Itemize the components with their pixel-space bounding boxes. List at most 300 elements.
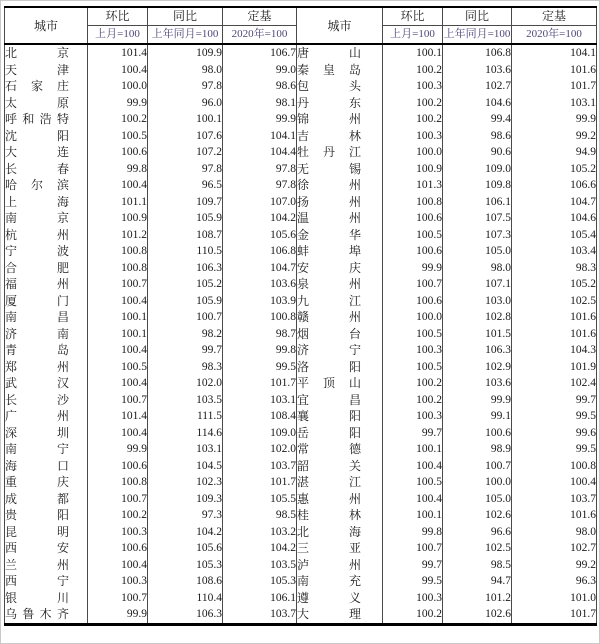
city-name: 蚌埠 <box>297 244 361 258</box>
left-value-cell: 100.7 <box>88 392 148 409</box>
left-city-cell <box>5 243 88 260</box>
right-value-cell: 104.6 <box>443 95 512 112</box>
left-value-cell: 100.4 <box>88 177 148 194</box>
city-name: 大连 <box>5 145 69 159</box>
right-city-cell <box>297 507 383 524</box>
left-value-cell: 108.6 <box>148 573 223 590</box>
right-value-cell: 102.4 <box>512 375 597 392</box>
right-value-cell: 100.7 <box>443 458 512 475</box>
left-value-cell: 103.5 <box>223 557 297 574</box>
right-value-cell: 101.2 <box>443 590 512 607</box>
city-name: 三亚 <box>297 541 361 555</box>
right-value-cell: 103.6 <box>443 375 512 392</box>
right-value-cell: 101.6 <box>512 309 597 326</box>
right-city-cell <box>297 573 383 590</box>
city-name: 北海 <box>297 524 361 539</box>
city-name: 襄阳 <box>297 409 361 423</box>
right-city-cell <box>297 111 383 128</box>
right-city-cell <box>297 408 383 425</box>
left-city-cell <box>5 62 88 79</box>
right-value-cell: 105.2 <box>512 161 597 178</box>
city-name: 郑州 <box>5 359 69 374</box>
right-value-cell: 99.8 <box>383 524 443 541</box>
right-value-cell: 100.0 <box>383 144 443 161</box>
left-value-cell: 103.1 <box>223 392 297 409</box>
right-value-cell: 106.6 <box>512 177 597 194</box>
table-row <box>5 276 597 293</box>
left-value-cell: 104.5 <box>148 458 223 475</box>
left-value-cell: 100.6 <box>88 458 148 475</box>
table-row <box>5 128 597 145</box>
right-value-cell: 104.1 <box>512 44 597 62</box>
left-yoy-subheader: 上年同月=100 <box>148 26 223 45</box>
city-name: 呼和浩特 <box>5 112 69 126</box>
city-name: 合肥 <box>5 260 69 275</box>
right-value-cell: 99.7 <box>512 392 597 409</box>
right-city-cell <box>297 326 383 343</box>
city-name: 惠州 <box>297 491 361 506</box>
left-value-cell: 105.3 <box>223 573 297 590</box>
left-value-cell: 109.3 <box>148 491 223 508</box>
table-body <box>5 44 597 624</box>
left-value-cell: 104.1 <box>223 128 297 145</box>
left-value-cell: 98.3 <box>148 359 223 376</box>
left-value-cell: 106.3 <box>148 606 223 624</box>
left-value-cell: 100.7 <box>88 590 148 607</box>
left-value-cell: 100.4 <box>88 62 148 79</box>
left-city-cell <box>5 441 88 458</box>
table-header <box>5 7 597 44</box>
right-value-cell: 98.6 <box>443 128 512 145</box>
left-city-cell <box>5 78 88 95</box>
city-name: 南京 <box>5 211 69 225</box>
left-value-cell: 101.7 <box>223 474 297 491</box>
right-city-cell <box>297 540 383 557</box>
left-value-cell: 100.7 <box>148 309 223 326</box>
left-city-cell <box>5 44 88 62</box>
left-value-cell: 108.7 <box>148 227 223 244</box>
left-value-cell: 97.8 <box>148 161 223 178</box>
right-city-cell <box>297 392 383 409</box>
left-value-cell: 100.1 <box>88 326 148 343</box>
right-value-cell: 102.6 <box>443 507 512 524</box>
table-row <box>5 573 597 590</box>
table-row <box>5 441 597 458</box>
city-name: 包头 <box>297 79 361 93</box>
left-city-cell <box>5 293 88 310</box>
table-row <box>5 408 597 425</box>
right-value-cell: 103.0 <box>443 293 512 310</box>
right-value-cell: 101.6 <box>512 62 597 79</box>
city-name: 南充 <box>297 574 361 588</box>
table-row <box>5 260 597 277</box>
left-value-cell: 98.0 <box>148 62 223 79</box>
left-city-cell <box>5 392 88 409</box>
left-city-cell <box>5 260 88 277</box>
right-city-cell <box>297 474 383 491</box>
table-row <box>5 227 597 244</box>
city-name: 韶关 <box>297 458 361 473</box>
city-name: 桂林 <box>297 508 361 522</box>
left-value-cell: 106.7 <box>223 44 297 62</box>
left-value-cell: 99.9 <box>88 441 148 458</box>
right-value-cell: 101.0 <box>512 590 597 607</box>
right-city-cell <box>297 161 383 178</box>
left-value-cell: 100.2 <box>88 507 148 524</box>
right-value-cell: 100.4 <box>383 491 443 508</box>
right-value-cell: 102.5 <box>443 540 512 557</box>
city-name: 杭州 <box>5 227 69 242</box>
city-name: 长沙 <box>5 392 69 407</box>
left-city-cell <box>5 590 88 607</box>
left-city-header: 城市 <box>5 7 88 44</box>
table-row <box>5 540 597 557</box>
right-value-cell: 99.9 <box>512 111 597 128</box>
right-city-cell <box>297 375 383 392</box>
left-value-cell: 100.4 <box>88 375 148 392</box>
right-value-cell: 100.3 <box>383 78 443 95</box>
left-base-subheader: 2020年=100 <box>223 26 297 45</box>
right-city-cell <box>297 524 383 541</box>
right-value-cell: 99.9 <box>443 392 512 409</box>
table-row <box>5 144 597 161</box>
left-city-cell <box>5 408 88 425</box>
right-value-cell: 98.0 <box>443 260 512 277</box>
right-value-cell: 100.5 <box>383 326 443 343</box>
city-name: 青岛 <box>5 343 69 357</box>
city-name: 重庆 <box>5 475 69 489</box>
right-city-cell <box>297 425 383 442</box>
city-name: 哈尔滨 <box>5 178 69 192</box>
right-city-cell <box>297 458 383 475</box>
table-row <box>5 243 597 260</box>
left-value-cell: 107.6 <box>148 128 223 145</box>
right-value-cell: 106.8 <box>443 44 512 62</box>
left-value-cell: 105.2 <box>148 276 223 293</box>
left-value-cell: 100.1 <box>148 111 223 128</box>
left-value-cell: 99.5 <box>223 359 297 376</box>
left-city-cell <box>5 557 88 574</box>
right-value-cell: 100.2 <box>383 606 443 624</box>
table-row <box>5 62 597 79</box>
right-value-cell: 98.9 <box>443 441 512 458</box>
left-city-cell <box>5 111 88 128</box>
table-row <box>5 458 597 475</box>
left-value-cell: 99.9 <box>88 95 148 112</box>
left-value-cell: 103.1 <box>148 441 223 458</box>
right-value-cell: 100.1 <box>383 44 443 62</box>
right-value-cell: 102.5 <box>512 293 597 310</box>
right-value-cell: 99.9 <box>383 260 443 277</box>
right-value-cell: 100.2 <box>383 392 443 409</box>
left-city-cell <box>5 458 88 475</box>
left-value-cell: 98.5 <box>223 507 297 524</box>
city-name: 洛阳 <box>297 359 361 374</box>
city-name: 乌鲁木齐 <box>5 607 69 621</box>
right-value-cell: 100.2 <box>383 375 443 392</box>
right-city-cell <box>297 590 383 607</box>
city-name: 济南 <box>5 326 69 341</box>
city-name: 徐州 <box>297 178 361 192</box>
left-value-cell: 100.8 <box>88 260 148 277</box>
city-name: 烟台 <box>297 326 361 341</box>
left-value-cell: 100.4 <box>88 557 148 574</box>
right-value-cell: 98.3 <box>512 260 597 277</box>
left-value-cell: 101.4 <box>88 44 148 62</box>
city-name: 牡丹江 <box>297 145 361 159</box>
city-name: 石家庄 <box>5 79 69 93</box>
right-city-cell <box>297 128 383 145</box>
left-value-cell: 96.0 <box>148 95 223 112</box>
left-value-cell: 100.5 <box>88 128 148 145</box>
city-name: 上海 <box>5 194 69 209</box>
table-row <box>5 309 597 326</box>
city-name: 成都 <box>5 491 69 506</box>
right-value-cell: 101.6 <box>512 507 597 524</box>
right-value-cell: 100.7 <box>383 276 443 293</box>
right-value-cell: 98.5 <box>443 557 512 574</box>
right-value-cell: 100.0 <box>383 309 443 326</box>
right-base-subheader: 2020年=100 <box>512 26 597 45</box>
left-value-cell: 99.0 <box>223 62 297 79</box>
left-value-cell: 99.8 <box>223 342 297 359</box>
right-value-cell: 100.3 <box>383 342 443 359</box>
left-value-cell: 106.1 <box>223 590 297 607</box>
city-name: 兰州 <box>5 557 69 572</box>
city-name: 西安 <box>5 541 69 555</box>
left-value-cell: 111.5 <box>148 408 223 425</box>
right-value-cell: 100.3 <box>383 408 443 425</box>
city-name: 秦皇岛 <box>297 62 361 77</box>
city-name: 南昌 <box>5 310 69 324</box>
right-city-cell <box>297 606 383 624</box>
right-value-cell: 105.0 <box>443 491 512 508</box>
right-value-cell: 103.7 <box>512 491 597 508</box>
left-value-cell: 101.7 <box>223 375 297 392</box>
right-city-cell <box>297 260 383 277</box>
city-name: 深圳 <box>5 425 69 440</box>
left-value-cell: 101.2 <box>88 227 148 244</box>
left-value-cell: 99.9 <box>223 111 297 128</box>
right-value-cell: 100.4 <box>383 458 443 475</box>
left-city-cell <box>5 606 88 624</box>
table-row <box>5 161 597 178</box>
city-name: 扬州 <box>297 194 361 209</box>
left-value-cell: 100.3 <box>88 573 148 590</box>
table-row <box>5 474 597 491</box>
city-name: 赣州 <box>297 310 361 324</box>
city-name: 银川 <box>5 590 69 605</box>
right-value-cell: 102.6 <box>443 606 512 624</box>
table-row <box>5 177 597 194</box>
left-value-cell: 102.3 <box>148 474 223 491</box>
table-row <box>5 194 597 211</box>
right-value-cell: 100.5 <box>383 474 443 491</box>
right-value-cell: 105.4 <box>512 227 597 244</box>
city-name: 沈阳 <box>5 128 69 143</box>
left-value-cell: 103.5 <box>148 392 223 409</box>
left-city-cell <box>5 326 88 343</box>
right-value-cell: 109.8 <box>443 177 512 194</box>
left-value-cell: 109.7 <box>148 194 223 211</box>
left-city-cell <box>5 573 88 590</box>
left-value-cell: 104.7 <box>223 260 297 277</box>
right-value-cell: 100.7 <box>383 540 443 557</box>
right-city-cell <box>297 78 383 95</box>
table-row <box>5 606 597 624</box>
city-name: 大理 <box>297 607 361 621</box>
right-value-cell: 96.6 <box>443 524 512 541</box>
right-value-cell: 100.6 <box>383 293 443 310</box>
right-city-cell <box>297 342 383 359</box>
left-value-cell: 98.7 <box>223 326 297 343</box>
city-name: 湛江 <box>297 475 361 489</box>
left-value-cell: 98.6 <box>223 78 297 95</box>
left-value-cell: 100.4 <box>88 293 148 310</box>
right-value-cell: 104.7 <box>512 194 597 211</box>
right-value-cell: 100.8 <box>383 194 443 211</box>
left-value-cell: 100.4 <box>88 342 148 359</box>
city-name: 平顶山 <box>297 376 361 390</box>
table-row <box>5 375 597 392</box>
right-value-cell: 103.1 <box>512 95 597 112</box>
right-value-cell: 100.2 <box>383 111 443 128</box>
left-city-cell <box>5 540 88 557</box>
price-index-table <box>4 6 597 626</box>
right-city-header: 城市 <box>297 7 383 44</box>
city-name: 宁波 <box>5 244 69 258</box>
left-value-cell: 97.8 <box>223 177 297 194</box>
right-value-cell: 105.2 <box>512 276 597 293</box>
right-value-cell: 102.7 <box>443 78 512 95</box>
right-value-cell: 99.2 <box>512 557 597 574</box>
table-row <box>5 507 597 524</box>
left-value-cell: 104.2 <box>148 524 223 541</box>
right-value-cell: 100.1 <box>383 507 443 524</box>
right-yoy-header: 同比 <box>443 7 512 26</box>
right-mom-header: 环比 <box>383 7 443 26</box>
right-value-cell: 107.3 <box>443 227 512 244</box>
left-city-cell <box>5 177 88 194</box>
table-row <box>5 44 597 62</box>
right-yoy-subheader: 上年同月=100 <box>443 26 512 45</box>
left-value-cell: 105.9 <box>148 210 223 227</box>
left-value-cell: 99.8 <box>88 161 148 178</box>
left-city-cell <box>5 375 88 392</box>
left-value-cell: 100.0 <box>88 78 148 95</box>
right-value-cell: 99.5 <box>512 408 597 425</box>
right-city-cell <box>297 177 383 194</box>
table-row <box>5 95 597 112</box>
left-value-cell: 100.8 <box>223 309 297 326</box>
right-value-cell: 100.2 <box>383 62 443 79</box>
left-value-cell: 98.1 <box>223 95 297 112</box>
right-value-cell: 101.6 <box>512 326 597 343</box>
city-name: 宜昌 <box>297 392 361 407</box>
left-value-cell: 101.4 <box>88 408 148 425</box>
left-value-cell: 97.8 <box>223 161 297 178</box>
right-city-cell <box>297 309 383 326</box>
right-value-cell: 100.6 <box>443 425 512 442</box>
left-value-cell: 100.8 <box>88 474 148 491</box>
left-value-cell: 101.1 <box>88 194 148 211</box>
left-mom-header: 环比 <box>88 7 148 26</box>
right-value-cell: 104.3 <box>512 342 597 359</box>
right-value-cell: 101.5 <box>443 326 512 343</box>
left-city-cell <box>5 359 88 376</box>
city-name: 天津 <box>5 62 69 77</box>
right-value-cell: 99.7 <box>383 425 443 442</box>
left-value-cell: 105.3 <box>148 557 223 574</box>
table-row <box>5 524 597 541</box>
table-row <box>5 210 597 227</box>
left-value-cell: 109.0 <box>223 425 297 442</box>
right-city-cell <box>297 441 383 458</box>
left-city-cell <box>5 95 88 112</box>
right-value-cell: 100.5 <box>383 359 443 376</box>
right-base-header: 定基 <box>512 7 597 26</box>
left-value-cell: 100.1 <box>88 309 148 326</box>
left-value-cell: 100.2 <box>88 111 148 128</box>
table-row <box>5 78 597 95</box>
right-value-cell: 106.1 <box>443 194 512 211</box>
left-value-cell: 107.2 <box>148 144 223 161</box>
left-value-cell: 104.4 <box>223 144 297 161</box>
city-name: 安庆 <box>297 260 361 275</box>
left-value-cell: 100.7 <box>88 276 148 293</box>
left-value-cell: 103.2 <box>223 524 297 541</box>
city-name: 温州 <box>297 211 361 225</box>
right-value-cell: 94.9 <box>512 144 597 161</box>
left-value-cell: 103.9 <box>223 293 297 310</box>
table-row <box>5 359 597 376</box>
city-name: 长春 <box>5 161 69 176</box>
right-value-cell: 99.2 <box>512 128 597 145</box>
right-value-cell: 106.3 <box>443 342 512 359</box>
table-row <box>5 425 597 442</box>
table-row <box>5 392 597 409</box>
city-name: 无锡 <box>297 161 361 176</box>
left-value-cell: 106.8 <box>223 243 297 260</box>
left-city-cell <box>5 342 88 359</box>
right-city-cell <box>297 359 383 376</box>
right-value-cell: 99.4 <box>443 111 512 128</box>
table-row <box>5 590 597 607</box>
left-value-cell: 105.9 <box>148 293 223 310</box>
left-yoy-header: 同比 <box>148 7 223 26</box>
right-value-cell: 103.6 <box>443 62 512 79</box>
left-value-cell: 103.7 <box>223 458 297 475</box>
city-name: 武汉 <box>5 376 69 390</box>
city-name: 济宁 <box>297 343 361 357</box>
left-value-cell: 99.7 <box>148 342 223 359</box>
right-value-cell: 101.7 <box>512 78 597 95</box>
right-value-cell: 100.1 <box>383 441 443 458</box>
left-value-cell: 105.6 <box>148 540 223 557</box>
city-name: 广州 <box>5 409 69 423</box>
left-value-cell: 100.8 <box>88 243 148 260</box>
left-value-cell: 105.6 <box>223 227 297 244</box>
city-name: 泸州 <box>297 557 361 572</box>
right-city-cell <box>297 144 383 161</box>
left-city-cell <box>5 474 88 491</box>
left-city-cell <box>5 309 88 326</box>
table-row <box>5 111 597 128</box>
left-value-cell: 110.5 <box>148 243 223 260</box>
city-name: 常德 <box>297 442 361 456</box>
left-value-cell: 103.7 <box>223 606 297 624</box>
left-city-cell <box>5 524 88 541</box>
